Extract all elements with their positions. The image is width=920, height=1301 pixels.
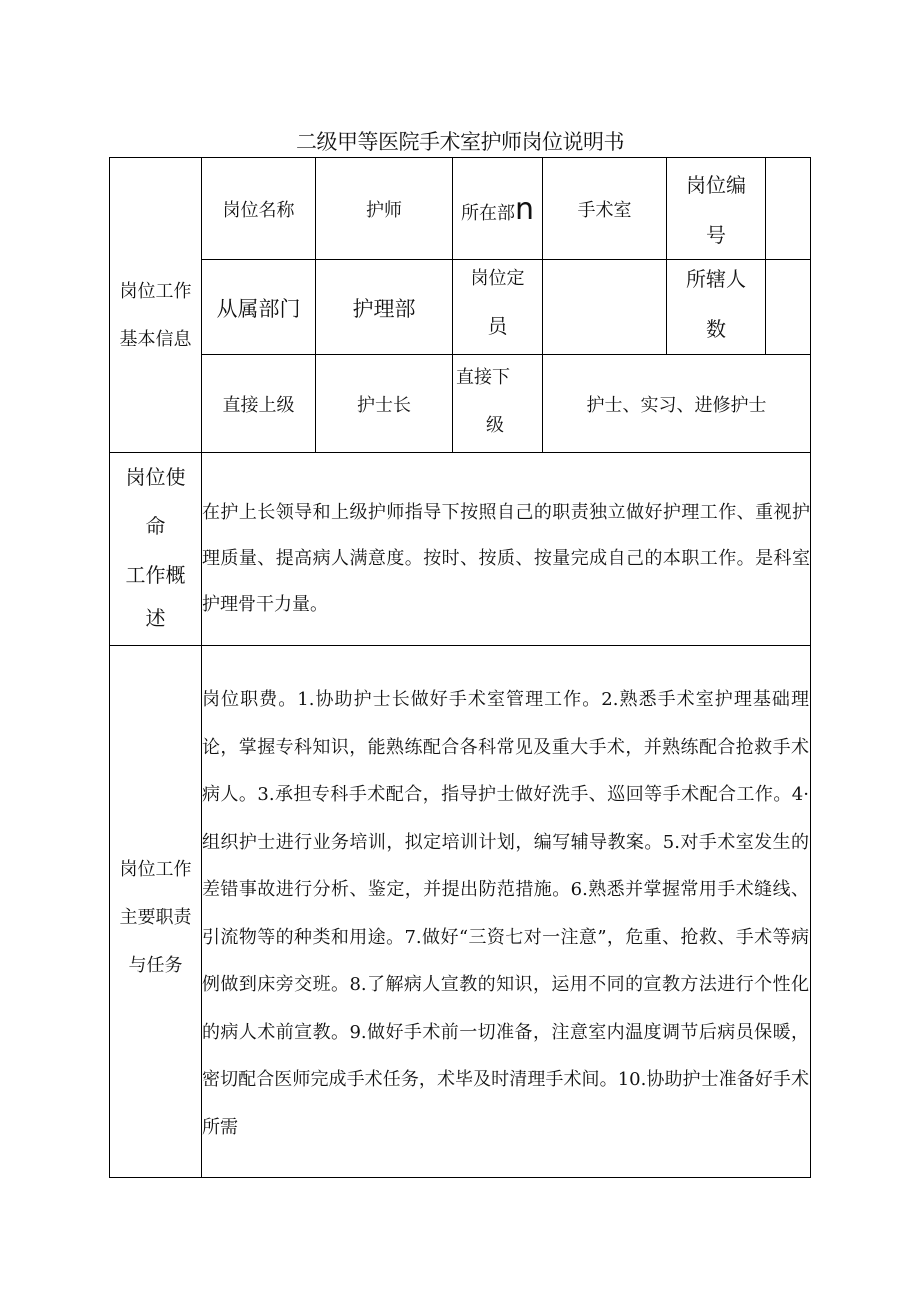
position-name-label: 岗位名称 [222, 199, 295, 221]
duties-text: 岗位职费。1.协助护士长做好手术室管理工作。2.熟悉手术室护理基础理论，掌握专科知识，能熟练配合各科常见及重大手术，并熟练配合抢救手术病人。3.承担专科手术配合，指导护士做好洗手、巡回等手术配合工作。4·组织护士进行业务培训，拟定培训计划，编写辅导教案。5.对手术室发生的差错事故进行分析、鉴定，并提出防范措施。6.熟悉并掌握常用手术缝线、引流物等的种类和用途。7.做好“三资七对一注意”，危重、抢救、手术等病例做到床旁交班。8.了解病人宣教的知识，运用不同的宣教方法进行个性化的病人术前宣教。9.做好手术前一切准备，注意室内温度调节后病员保暖，密切配合医师完成手术任务，术毕及时清理手术间。10.协助护士准备好手术所需 [202, 689, 809, 1138]
direct-superior-value: 护士长 [357, 394, 411, 416]
basic-info-section-label: 岗位工作 基本信息 [119, 281, 192, 350]
document-title: 二级甲等医院手术室护师岗位说明书 [296, 130, 624, 154]
headcount-label: 所辖人 数 [686, 267, 746, 341]
position-quota-label: 岗位定 员 [470, 268, 525, 338]
position-name-value: 护师 [366, 199, 402, 221]
direct-subordinate-value: 护士、实习、进修护士 [586, 394, 767, 416]
mission-text: 在护上长领导和上级护师指导下按照自己的职责独立做好护理工作、重视护理质量、提高病人满意度。按时、按质、按量完成自己的本职工作。是科室护理骨干力量。 [202, 502, 810, 615]
direct-subordinate-label: 直接下 级 [456, 367, 510, 436]
position-code-value [766, 158, 810, 259]
position-quota-value [543, 260, 666, 354]
department-label: 所在部 n [460, 192, 534, 227]
direct-superior-label: 直接上级 [222, 394, 295, 416]
position-code-label: 岗位编 号 [686, 172, 746, 247]
affiliation-label: 从属部门 [216, 296, 301, 321]
affiliation-value: 护理部 [352, 296, 416, 321]
department-value: 手术室 [577, 199, 632, 221]
duties-section-label: 岗位工作 主要职责 与任务 [119, 859, 192, 976]
headcount-value [766, 260, 810, 354]
mission-section-label: 岗位使 命 工作概 述 [125, 465, 186, 630]
